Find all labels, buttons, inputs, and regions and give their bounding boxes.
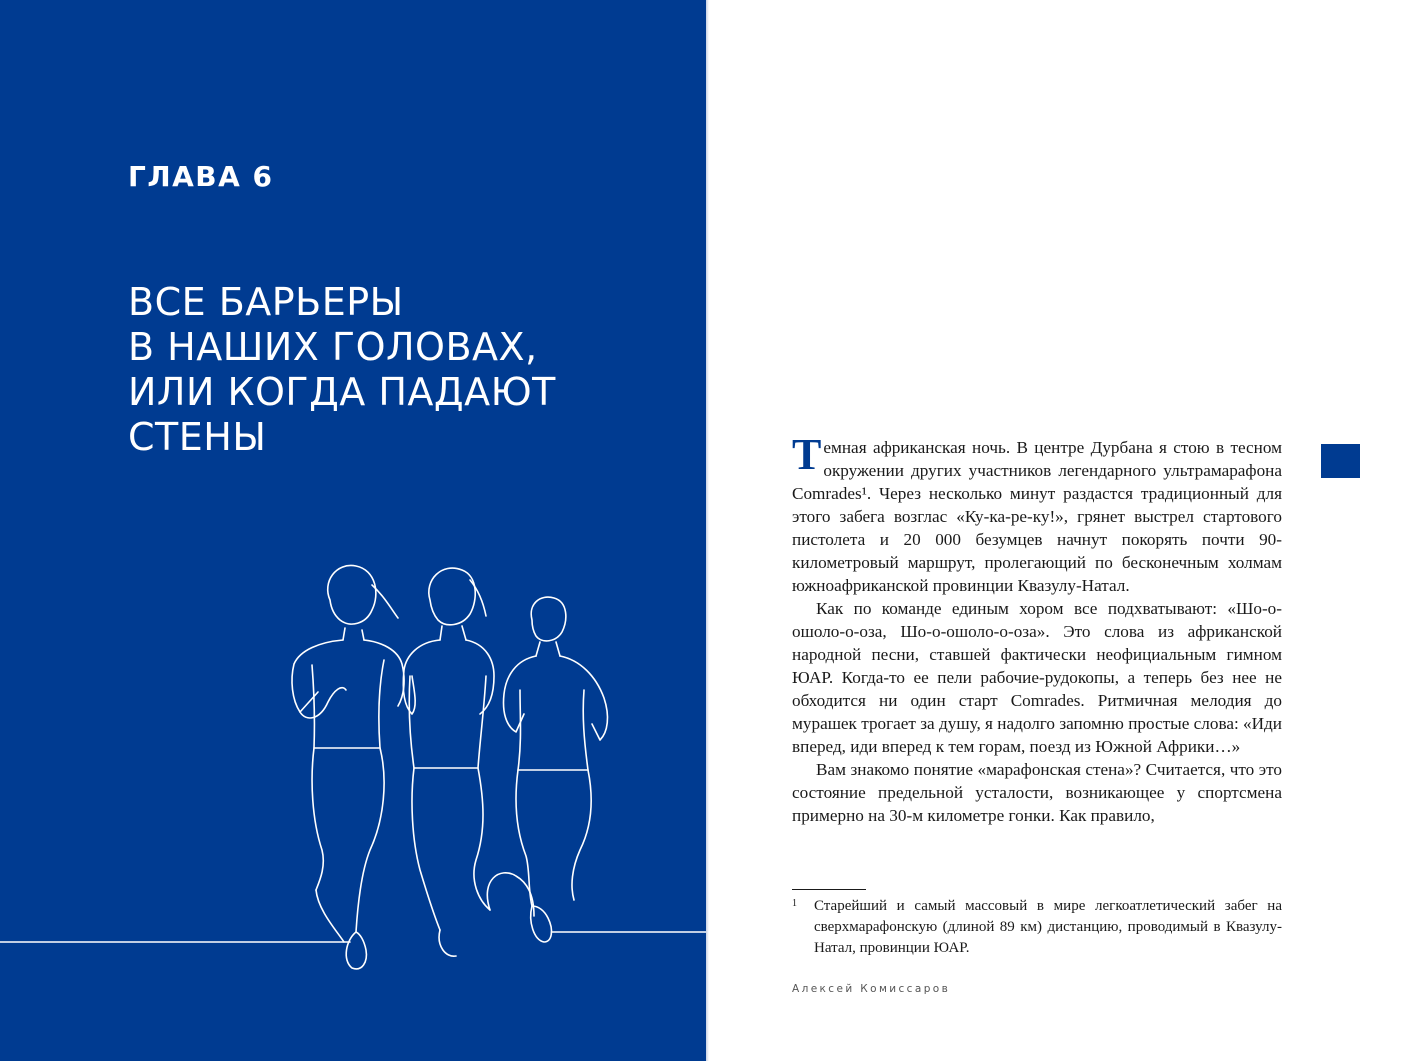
footnote-mark: 1 <box>792 898 797 909</box>
runner-right <box>504 597 608 942</box>
paragraph-text: емная африканская ночь. В центре Дурбана я стою в тесном окружении других участников легендарного ультрамарафона Comrades¹. Через несколько минут раздастся традиционный для этого забега возглас «Ку-ка-ре-ку!», грянет выстрел стартового пистолета и 20 000 безумцев начнут покорять почти 90-километровый маршрут, пролегающий по бесконечным холмам южноафриканской провинции Квазулу-Натал. <box>792 438 1282 595</box>
paragraph: Как по команде единым хором все подхватывают: «Шо-о-ошоло-о-оза, Шо-о-ошоло-о-оза». Это слова из африканской народной песни, ставшей фактически неофициальным гимном ЮАР. Когда-то ее пели рабочие-рудокопы, а теперь без нее не обходится ни один старт Comrades. Ритмичная мелодия до мурашек трогает за душу, я надолго запомню простые слова: «Иди вперед, иди вперед к тем горам, поезд из Южной Африки…» <box>792 599 1282 756</box>
chapter-title-line: В НАШИХ ГОЛОВАХ, <box>128 325 538 369</box>
chapter-title <box>128 280 688 460</box>
footnote-rule <box>792 889 866 890</box>
drop-cap: Т <box>792 430 822 479</box>
footnote <box>792 896 1282 959</box>
chapter-title-line: ИЛИ КОГДА ПАДАЮТ <box>128 370 556 414</box>
paragraph <box>792 430 1282 597</box>
chapter-label: ГЛАВА 6 <box>128 160 274 193</box>
runner-left <box>292 565 404 968</box>
footnote-text: Старейший и самый массовый в мире легкоатлетический забег на сверхмарафонскую (длиной 89 км) дистанцию, проводимый в Квазулу-Натал, провинции ЮАР. <box>814 898 1282 956</box>
chapter-title-line: ВСЕ БАРЬЕРЫ <box>128 280 404 324</box>
running-footer-author: Алексей Комиссаров <box>792 983 951 995</box>
runners-illustration <box>0 540 706 980</box>
runner-middle <box>403 568 534 956</box>
right-page <box>709 0 1410 1061</box>
chapter-title-line: СТЕНЫ <box>128 415 267 459</box>
body-text <box>792 430 1282 827</box>
paragraph: Вам знакомо понятие «марафонская стена»? Считается, что это состояние предельной усталости, возникающее у спортсмена примерно на 30-м километре гонки. Как правило, <box>792 760 1282 825</box>
page-marker <box>1321 444 1360 478</box>
